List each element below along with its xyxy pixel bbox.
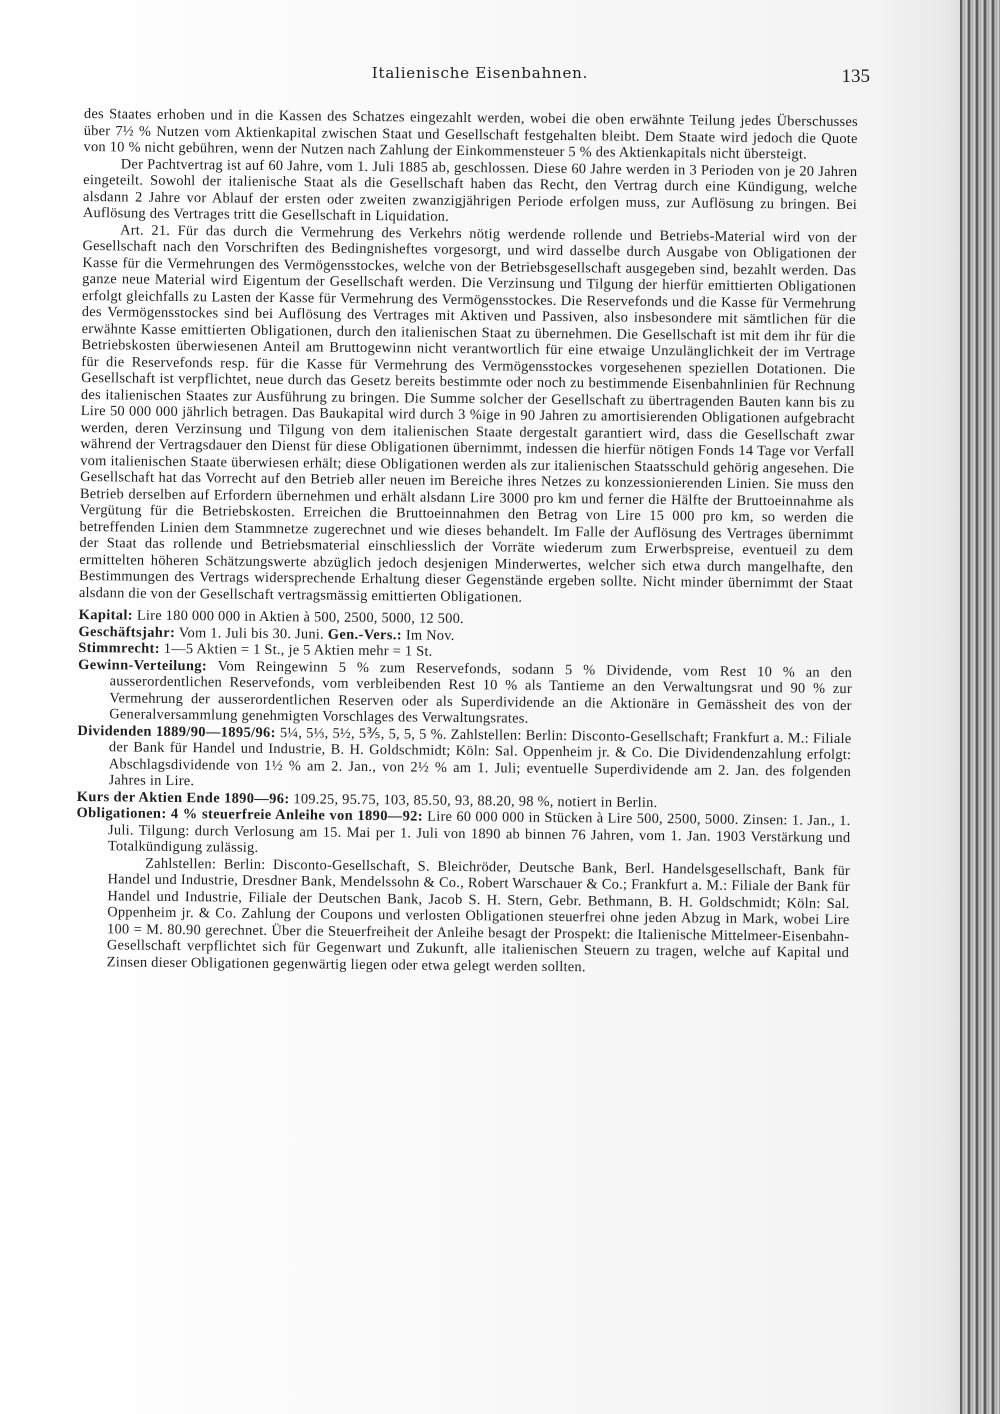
paragraph-lease-contract: Der Pachtvertrag ist auf 60 Jahre, vom 1. Juli 1885 ab, geschlossen. Diese 60 Jahre werden in 3 Perioden von je 20 Jahren eingeteilt. Sowohl der italienische Staat als die Gesellschaft haben das Recht, den Vertrag durch eine Kündigung, welche alsdann 2 Jahre vor Ablauf der ersten oder zweiten zwanzigjährigen Periode erfolgen muss, zur Auflösung zu bringen. Bei Auflösung des Vertrages tritt die Gesellschaft in Liquidation. — [82, 155, 858, 225]
section-obligationen — [76, 805, 850, 863]
geschaeftsjahr-label: Geschäftsjahr: — [78, 623, 176, 641]
obligationen-text: Lire 60 000 000 in Stücken à Lire 500, 2500, 5000. Zinsen: 1. Jan., 1. Juli. Tilgung: durch Verlosung am 15. Mai per 1. Juli von 1890 ab binnen 76 Jahren, vom 1. Jan. 1903 Verstärkung und Totalkündigung zulässig. — [107, 808, 851, 856]
paragraph-article-21: Art. 21. Für das durch die Vermehrung des Verkehrs nötig werdende rollende und Betriebs-Material wird von der Gesellschaft nach den Vorschriften des Bedingnisheftes vorgesorgt, und wird dasselbe durch Ausgabe von Obligationen der Kasse für die Vermehrungen des Vermögensstockes, welche von der Betriebsgesellschaft ausgegeben sind, bezahlt werden. Das ganze neue Material wird Eigentum der Gesellschaft werden. Die Verzinsung und Tilgung der hierfür emittierten Obligationen erfolgt gleichfalls zu Lasten der Kasse für Vermehrung des Vermögensstockes. Die Reservefonds und die Kasse für Vermehrung des Vermögensstockes sind bei Auflösung des Vertrages mit Aktiven und Passiven, also insbesondere mit sämtlichen für die erwähnte Kasse emittierten Obligationen, durch den italienischen Staat zu übernehmen. Die Gesellschaft ist mit dem ihr für die Betriebskosten überwiesenen Anteil am Bruttogewinn nicht verantwortlich für eine etwaige Unzulänglichkeit der im Vertrage für die Reservefonds resp. für die Kasse für Vermehrung des Vermögensstockes vorgesehenen speziellen Dotationen. Die Gesellschaft ist verpflichtet, neue durch das Gesetz bereits bestimmte oder noch zu bestimmende Eisenbahnlinien für Rechnung des italienischen Staates zur Ausführung zu bringen. Die Summe solcher der Gesellschaft zu übertragenden Bauten kann bis zu Lire 50 000 000 jährlich betragen. Das Baukapital wird durch 3 %ige in 90 Jahren zu amortisierenden Obligationen aufgebracht werden, deren Verzinsung und Tilgung von dem italienischen Staate dergestalt garantiert wird, dass die Gesellschaft zwar während der Vertragsdauer den Dienst für diese Obligationen übernimmt, indessen die hierfür nötigen Fonds 14 Tage vor Verfall vom italienischen Staate überwiesen erhält; diese Obligationen werden als zur italienischen Staatsschuld gehörig angesehen. Die Gesellschaft hat das Vorrecht auf den Betrieb aller neuen im Bereiche ihres Netzes zu konzessionierenden Linien. Sie muss den Betrieb derselben auf Erfordern übernehmen und erhält alsdann Lire 3000 pro km und ferner die Hälfte der Bruttoeinnahme als Vergütung für die Betriebskosten. Erreichen die Bruttoeinnahmen den Betrag von Lire 15 000 pro km, so werden die betreffenden Linien dem Stammnetze zugerechnet und wie dieses behandelt. Im Falle der Auflösung des Vertrages übernimmt der Staat das rollende und Betriebsmaterial einschliesslich der Vorräte wiederum zum Erwerbspreise, eventueil zu dem ermittelten höheren Schätzungswerte abzüglich jedoch desjenigen Minderwertes, welcher sich etwa durch mangelhafte, den Bestimmungen des Vertrags widersprechende Erhaltung dieser Gegenstände ergeben sollte. Nicht minder übernimmt der Staat alsdann die von der Gesellschaft vertragsmässig emittierten Obligationen. — [78, 221, 857, 606]
section-gewinn-verteilung — [78, 656, 853, 730]
genvers-label: Gen.-Vers.: — [327, 626, 403, 643]
kurs-text: 109.25, 95.75, 103, 85.50, 93, 88.20, 98 %, notiert in Berlin. — [293, 790, 658, 811]
page-number: 135 — [841, 66, 870, 87]
stimmrecht-label: Stimmrecht: — [78, 639, 161, 657]
kapital-text: Lire 180 000 000 in Aktien à 500, 2500, 5000, 12 500. — [136, 607, 464, 628]
section-zahlstellen: Zahlstellen: Berlin: Disconto-Gesellschaft, S. Bleichröder, Deutsche Bank, Berl. Handelsgesellschaft, Bank für Handel und Industrie, Dresdner Bank, Mendelssohn & Co., Robert Warschauer & Co.; Frankfurt a. M.: Filiale der Bank für Handel und Industrie, Filiale der Deutschen Bank, Jacob S. H. Stern, Gebr. Bethmann, B. H. Goldschmidt; Köln: Sal. Oppenheim jr. & Co. Zahlung der Coupons und verlosten Obligationen steuerfrei ohne jeden Abzug in Mark, wobei Lire 100 = M. 80.90 gerechnet. Über die Steuerfreiheit der Anleihe besagt der Prospekt: die Italienische Mittelmeer-Eisenbahn-Gesellschaft verpflichtet sich für Gegenwart und Zukunft, alle italienischen Steuern zu tragen, welche auf Kapital und Zinsen dieser Obligationen gegenwärtig liegen oder etwa gelegt werden sollten. — [106, 855, 851, 975]
obligationen-label: Obligationen: 4 % steuerfreie Anleihe von 1890—92: — [76, 804, 424, 825]
paragraph-dividend-split: des Staates erhoben und in die Kassen des Schatzes eingezahlt werden, wobei die oben erwähnte Teilung jedes Überschusses über 7½ % Nutzen vom Aktienkapital zwischen Staat und Gesellschaft festgehalten bleibt. Dem Staate wird jedoch die Quote von 10 % nicht gebühren, wenn der Nutzen nach Zahlung der Einkommensteuer 5 % des Aktienkapitals nicht übersteigt. — [83, 106, 858, 163]
body-text — [75, 106, 858, 978]
kapital-label: Kapital: — [78, 606, 134, 624]
dividenden-label: Dividenden 1889/90—1895/96: — [77, 722, 276, 741]
book-spine-edge — [960, 0, 1000, 1414]
kurs-label: Kurs der Aktien Ende 1890—96: — [76, 788, 290, 807]
header-title: Italienische Eisenbahnen. — [371, 64, 589, 82]
running-header — [90, 64, 870, 88]
gewinn-label: Gewinn-Verteilung: — [78, 656, 208, 674]
stimmrecht-text: 1—5 Aktien = 1 St., je 5 Aktien mehr = 1 St. — [163, 640, 433, 660]
section-dividenden — [77, 722, 852, 796]
genvers-text: Im Nov. — [405, 626, 455, 644]
geschaeftsjahr-text: Vom 1. Juli bis 30. Juni. — [178, 624, 325, 643]
gewinn-text: Vom Reingewinn 5 % zum Reservefonds, sodann 5 % Dividende, vom Rest 10 % an den ausserordentlichen Reservefonds, vom verbleibenden Rest 10 % als Tantieme an den Verwaltungsrat und 90 % zur Vermehrung der ausserordentlichen Reserven oder als Superdividende an die Aktionäre in Gemässheit des von der Generalversammlung genehmigten Vorschlages des Verwaltungsrates. — [109, 657, 853, 727]
dividenden-text: 5¼, 5⅓, 5½, 5⅗, 5, 5, 5 %. Zahlstellen: Berlin: Disconto-Gesellschaft; Frankfurt a. M.: Filiale der Bank für Handel und Industrie, B. H. Goldschmidt; Köln: Sal. Oppenheim jr. & Co. Die Dividendenzahlung erfolgt: Abschlagsdividende von 1½ % am 2. Jan., von 2½ % am 1. Juli; eventuelle Superdividende am 2. Jan. des folgenden Jahres in Lire. — [108, 724, 852, 790]
